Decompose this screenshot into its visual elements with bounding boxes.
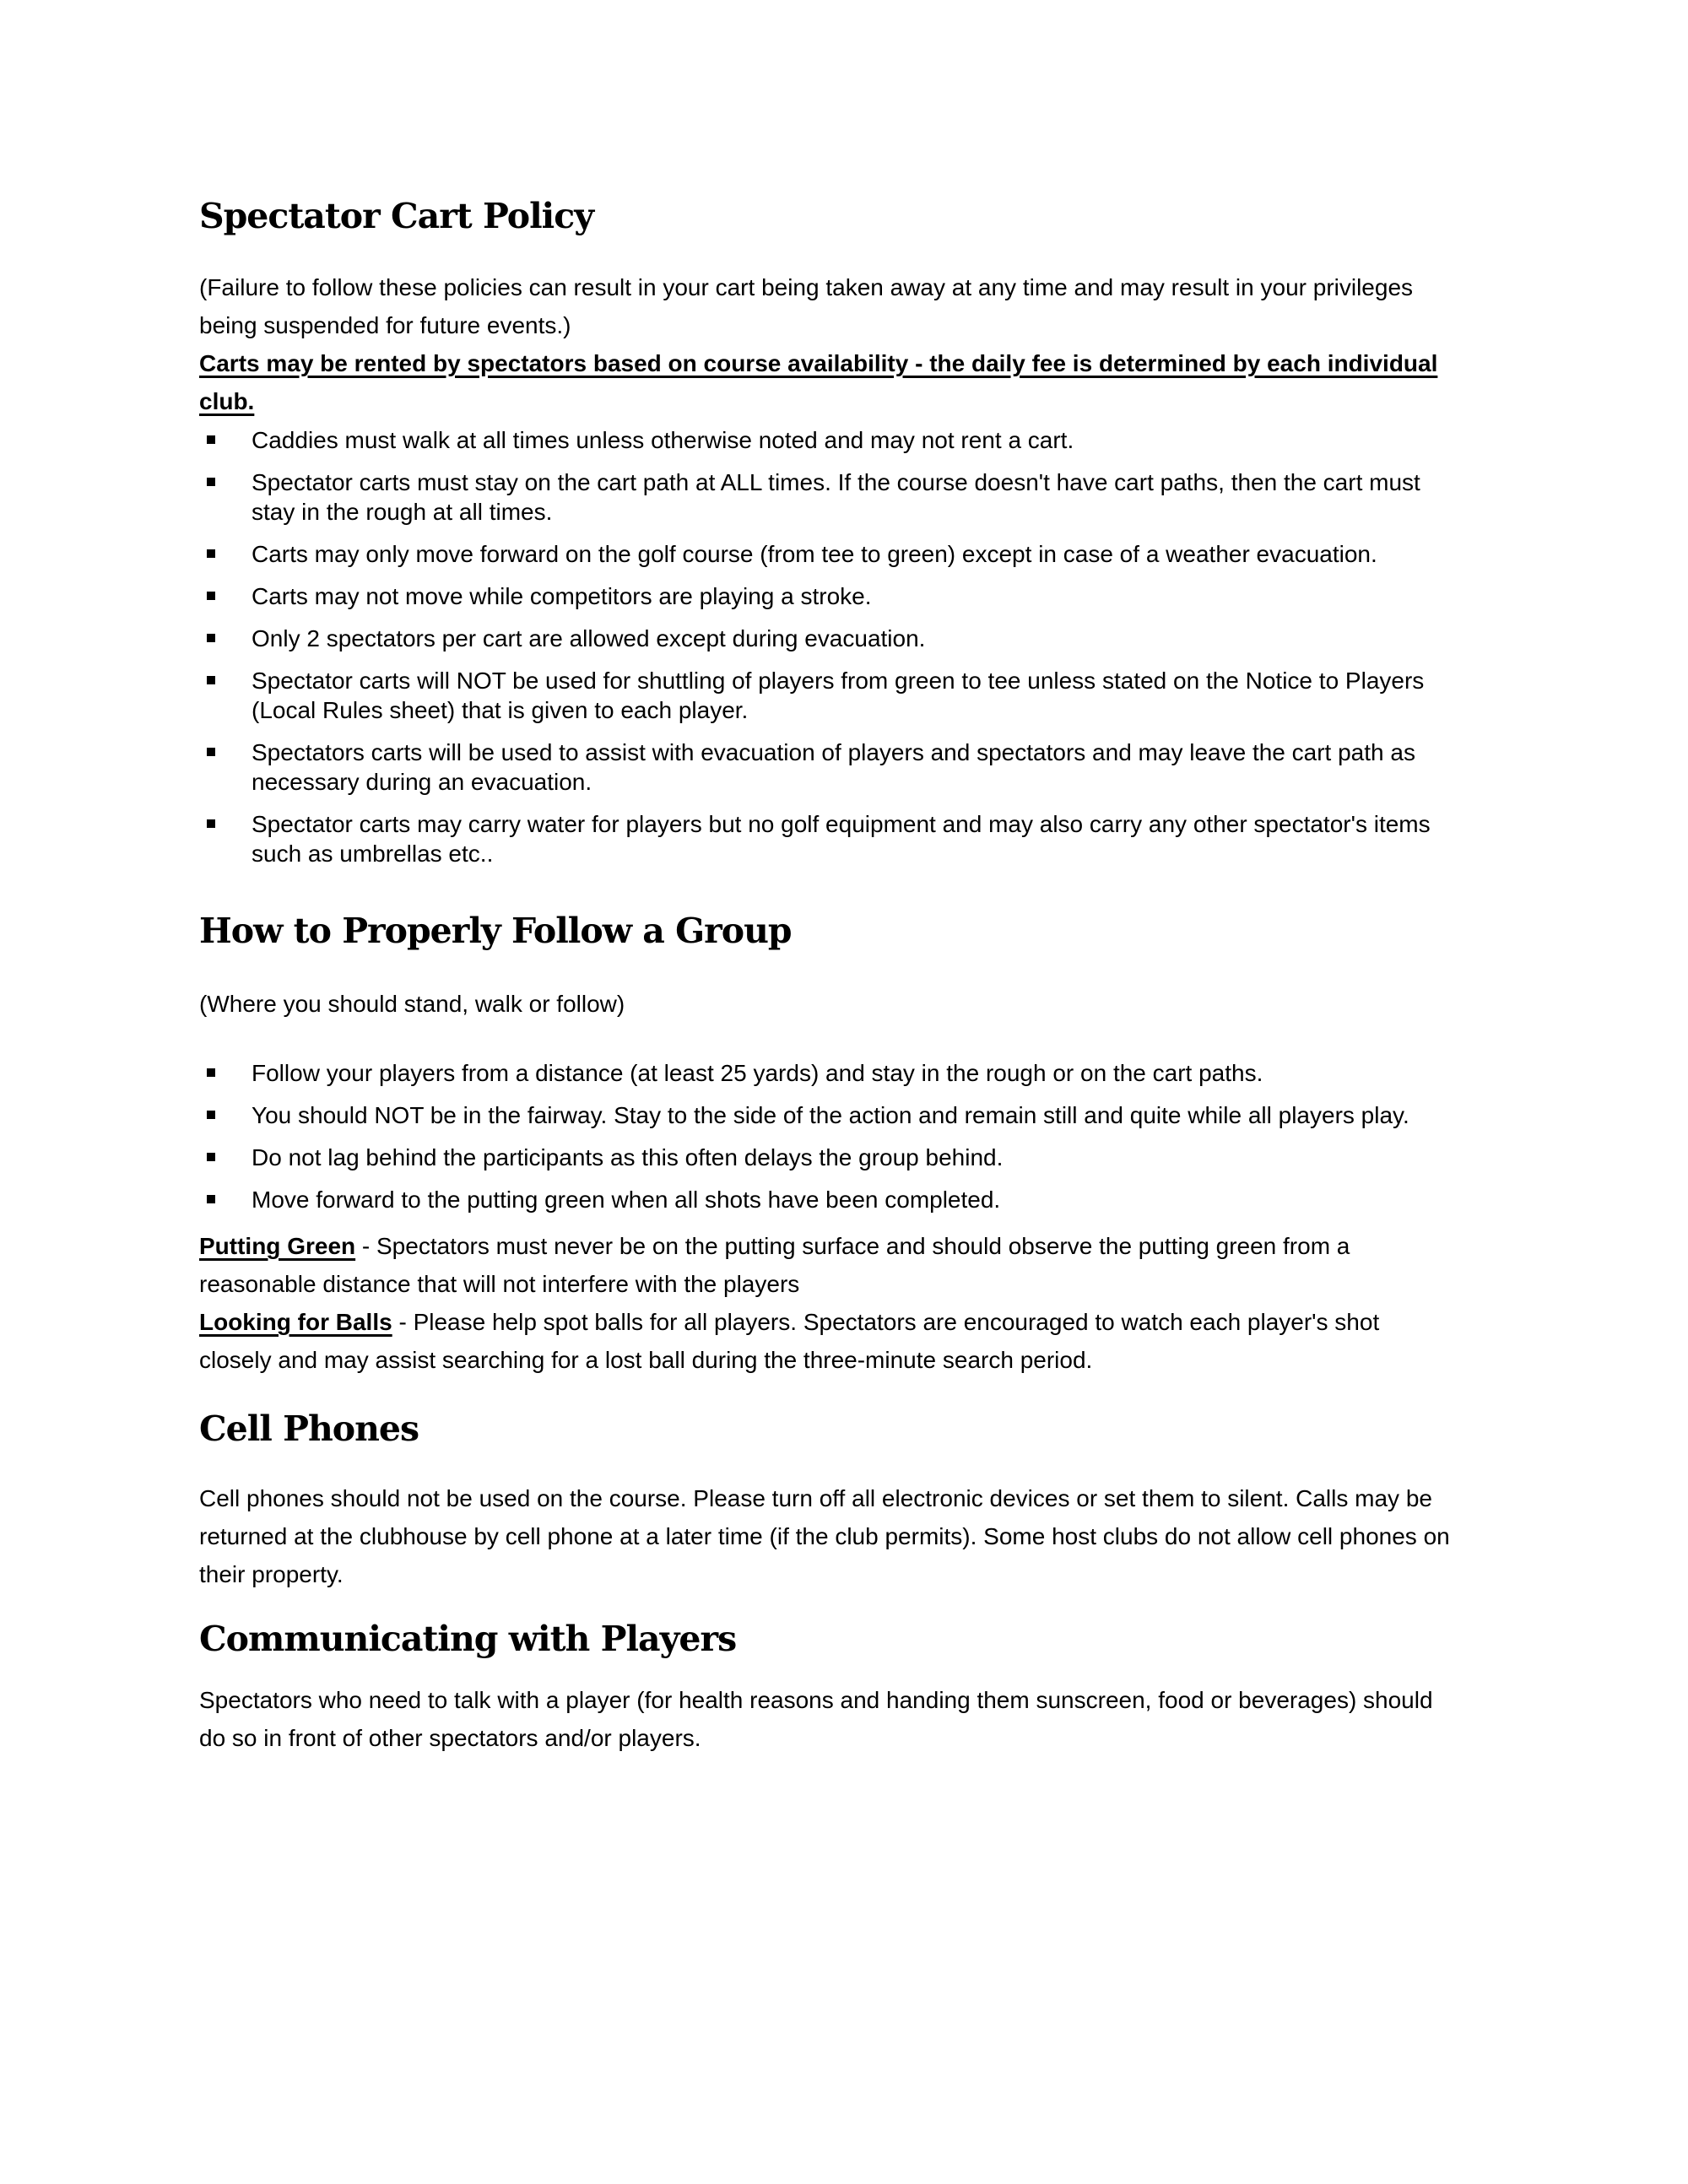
section-heading-follow-group: How to Properly Follow a Group xyxy=(199,911,792,951)
list-item-text: Move forward to the putting green when all shots have been completed. xyxy=(252,1187,1001,1213)
putting-green-lead: Putting Green xyxy=(199,1233,356,1259)
square-bullet-icon xyxy=(207,676,215,684)
list-item-text: Carts may not move while competitors are playing a stroke. xyxy=(252,583,872,609)
list-item xyxy=(199,581,1453,611)
cart-policy-list xyxy=(199,425,1453,868)
list-item-text: You should NOT be in the fairway. Stay to the side of the action and remain still and quite while all players play. xyxy=(252,1102,1409,1128)
cell-phones-paragraph: Cell phones should not be used on the course. Please turn off all electronic devices or set them to silent. Calls may be returned at the clubhouse by cell phone at a later time (if the club permits). Some host clubs do not allow cell phones on their property. xyxy=(199,1485,1450,1587)
list-item-text: Spectator carts must stay on the cart path at ALL times. If the course doesn't have cart paths, then the cart must stay in the rough at all times. xyxy=(252,469,1420,525)
square-bullet-icon xyxy=(207,478,215,486)
list-item-text: Carts may only move forward on the golf course (from tee to green) except in case of a weather evacuation. xyxy=(252,541,1377,567)
square-bullet-icon xyxy=(207,748,215,756)
list-item xyxy=(199,425,1453,455)
putting-green-text: - Spectators must never be on the putting surface and should observe the putting green from a reasonable distance that will not interfere with the players xyxy=(199,1233,1350,1297)
square-bullet-icon xyxy=(207,435,215,444)
square-bullet-icon xyxy=(207,1195,215,1203)
document-content xyxy=(199,196,1453,1757)
list-item-text: Spectator carts may carry water for players but no golf equipment and may also carry any other spectator's items such as umbrellas etc.. xyxy=(252,811,1431,867)
page-title: Spectator Cart Policy xyxy=(199,196,594,236)
list-item xyxy=(199,1185,1453,1214)
square-bullet-icon xyxy=(207,1068,215,1077)
list-item xyxy=(199,468,1453,527)
communicating-paragraph: Spectators who need to talk with a player (for health reasons and handing them sunscreen, food or beverages) should do so in front of other spectators and/or players. xyxy=(199,1687,1433,1751)
square-bullet-icon xyxy=(207,634,215,642)
list-item xyxy=(199,666,1453,725)
list-item-text: Caddies must walk at all times unless otherwise noted and may not rent a cart. xyxy=(252,427,1074,453)
putting-green-paragraph xyxy=(199,1227,1453,1303)
intro-paragraph: (Failure to follow these policies can result in your cart being taken away at any time and may result in your privileges being suspended for future events.) xyxy=(199,274,1414,338)
square-bullet-icon xyxy=(207,549,215,558)
looking-for-balls-lead: Looking for Balls xyxy=(199,1309,392,1335)
list-item xyxy=(199,1100,1453,1130)
list-item-text: Do not lag behind the participants as this often delays the group behind. xyxy=(252,1144,1004,1170)
list-item xyxy=(199,809,1453,868)
list-item xyxy=(199,539,1453,569)
looking-for-balls-paragraph xyxy=(199,1303,1453,1379)
follow-group-list xyxy=(199,1058,1453,1214)
rental-notice: Carts may be rented by spectators based on course availability - the daily fee is determined by each individual club. xyxy=(199,350,1438,414)
list-item xyxy=(199,1143,1453,1172)
section-heading-communicating: Communicating with Players xyxy=(199,1619,737,1659)
list-item xyxy=(199,1058,1453,1088)
list-item-text: Follow your players from a distance (at least 25 yards) and stay in the rough or on the cart paths. xyxy=(252,1060,1263,1086)
square-bullet-icon xyxy=(207,1153,215,1161)
list-item-text: Spectator carts will NOT be used for shuttling of players from green to tee unless stated on the Notice to Players (Local Rules sheet) that is given to each player. xyxy=(252,668,1425,723)
section-heading-cell-phones: Cell Phones xyxy=(199,1408,419,1449)
list-item-text: Spectators carts will be used to assist with evacuation of players and spectators and may leave the cart path as necessary during an evacuation. xyxy=(252,739,1415,795)
list-item-text: Only 2 spectators per cart are allowed except during evacuation. xyxy=(252,625,926,651)
list-item xyxy=(199,624,1453,653)
square-bullet-icon xyxy=(207,1111,215,1119)
square-bullet-icon xyxy=(207,592,215,600)
square-bullet-icon xyxy=(207,819,215,828)
list-item xyxy=(199,738,1453,797)
follow-intro-paragraph: (Where you should stand, walk or follow) xyxy=(199,991,625,1017)
looking-for-balls-text: - Please help spot balls for all players. Spectators are encouraged to watch each player's shot closely and may assist searching for a lost ball during the three-minute search period. xyxy=(199,1309,1380,1373)
